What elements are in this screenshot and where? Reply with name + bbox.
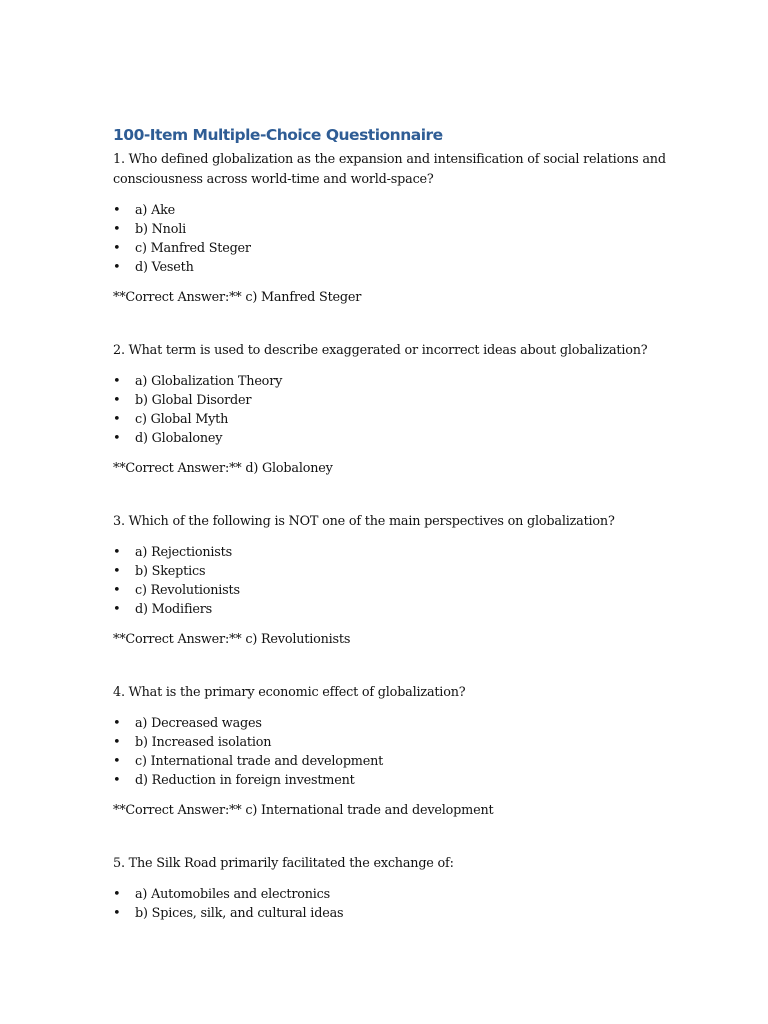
option-label: b) Global Disorder <box>135 393 252 408</box>
option-item <box>113 771 673 790</box>
bullet-icon: • <box>113 735 121 750</box>
option-label: c) International trade and development <box>135 754 384 769</box>
bullet-icon: • <box>113 241 121 256</box>
option-item <box>113 904 673 923</box>
option-list <box>113 201 673 277</box>
bullet-icon: • <box>113 374 121 389</box>
question-text: 4. What is the primary economic effect of globalization? <box>113 685 466 700</box>
option-label: b) Nnoli <box>135 222 186 237</box>
bullet-icon: • <box>113 545 121 560</box>
bullet-icon: • <box>113 583 121 598</box>
bullet-icon: • <box>113 203 121 218</box>
option-item <box>113 733 673 752</box>
option-item <box>113 429 673 448</box>
option-list <box>113 372 673 448</box>
option-label: b) Increased isolation <box>135 735 272 750</box>
question-4 <box>113 683 673 821</box>
bullet-icon: • <box>113 906 121 921</box>
correct-answer: **Correct Answer:** c) International trade and development <box>113 803 494 818</box>
correct-answer: **Correct Answer:** c) Revolutionists <box>113 632 351 647</box>
option-label: a) Rejectionists <box>135 545 232 560</box>
bullet-icon: • <box>113 431 121 446</box>
option-label: c) Global Myth <box>135 412 229 427</box>
option-label: d) Modifiers <box>135 602 213 617</box>
bullet-icon: • <box>113 887 121 902</box>
option-label: c) Revolutionists <box>135 583 240 598</box>
bullet-icon: • <box>113 260 121 275</box>
option-item <box>113 581 673 600</box>
bullet-icon: • <box>113 412 121 427</box>
bullet-icon: • <box>113 222 121 237</box>
option-label: a) Decreased wages <box>135 716 262 731</box>
question-text: 2. What term is used to describe exaggerated or incorrect ideas about globalization? <box>113 343 648 358</box>
question-5 <box>113 854 673 923</box>
option-list <box>113 714 673 790</box>
document-title: 100-Item Multiple-Choice Questionnaire <box>113 126 443 144</box>
option-item <box>113 600 673 619</box>
option-item <box>113 543 673 562</box>
question-3 <box>113 512 673 650</box>
option-label: d) Globaloney <box>135 431 223 446</box>
question-text: 1. Who defined globalization as the expansion and intensification of social relations and consciousness across world-time and world-space? <box>113 152 666 187</box>
correct-answer: **Correct Answer:** d) Globaloney <box>113 461 333 476</box>
correct-answer: **Correct Answer:** c) Manfred Steger <box>113 290 362 305</box>
option-item <box>113 410 673 429</box>
option-label: a) Ake <box>135 203 176 218</box>
question-1 <box>113 150 673 308</box>
bullet-icon: • <box>113 602 121 617</box>
option-item <box>113 201 673 220</box>
question-text: 3. Which of the following is NOT one of the main perspectives on globalization? <box>113 514 615 529</box>
bullet-icon: • <box>113 754 121 769</box>
option-item <box>113 239 673 258</box>
option-item <box>113 258 673 277</box>
option-label: a) Globalization Theory <box>135 374 283 389</box>
option-item <box>113 391 673 410</box>
document-page <box>113 124 673 934</box>
option-list <box>113 885 673 923</box>
option-item <box>113 220 673 239</box>
option-label: d) Reduction in foreign investment <box>135 773 355 788</box>
question-2 <box>113 341 673 479</box>
bullet-icon: • <box>113 564 121 579</box>
bullet-icon: • <box>113 716 121 731</box>
option-label: b) Skeptics <box>135 564 206 579</box>
bullet-icon: • <box>113 773 121 788</box>
option-item <box>113 714 673 733</box>
option-item <box>113 372 673 391</box>
option-label: b) Spices, silk, and cultural ideas <box>135 906 344 921</box>
option-item <box>113 885 673 904</box>
option-list <box>113 543 673 619</box>
option-item <box>113 752 673 771</box>
option-label: d) Veseth <box>135 260 194 275</box>
option-label: c) Manfred Steger <box>135 241 251 256</box>
question-text: 5. The Silk Road primarily facilitated the exchange of: <box>113 856 454 871</box>
bullet-icon: • <box>113 393 121 408</box>
option-item <box>113 562 673 581</box>
option-label: a) Automobiles and electronics <box>135 887 331 902</box>
